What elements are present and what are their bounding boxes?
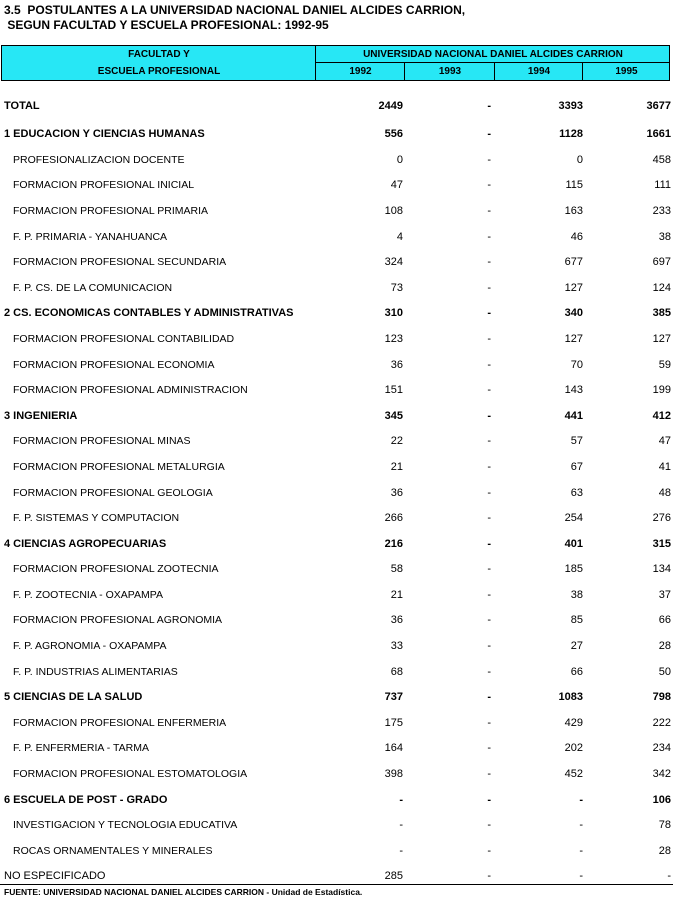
cell-1992: 164 xyxy=(384,742,403,754)
cell-1992: 22 xyxy=(390,435,403,447)
cell-1992: 398 xyxy=(384,768,403,780)
cell-1995: 412 xyxy=(652,410,671,422)
table-row xyxy=(0,356,673,374)
header-label-line-2: ESCUELA PROFESIONAL xyxy=(97,66,221,77)
cell-1994: - xyxy=(579,845,583,857)
cell-1995: 38 xyxy=(658,231,671,243)
cell-1994: 67 xyxy=(570,461,583,473)
cell-1992: 108 xyxy=(384,205,403,217)
header-year-1994: 1994 xyxy=(527,66,551,77)
source-footnote: FUENTE: UNIVERSIDAD NACIONAL DANIEL ALCIDES CARRION - Unidad de Estadística. xyxy=(4,887,363,897)
table-row xyxy=(0,739,673,757)
table-row xyxy=(0,816,673,834)
cell-1995: 276 xyxy=(652,512,671,524)
cell-1995: 41 xyxy=(658,461,671,473)
header-year-1995: 1995 xyxy=(615,66,638,77)
row-label: ROCAS ORNAMENTALES Y MINERALES xyxy=(13,845,213,857)
table-row xyxy=(0,458,673,476)
cell-1994: 0 xyxy=(576,154,583,166)
table-row xyxy=(0,560,673,578)
header-divider xyxy=(582,62,583,80)
cell-1995: 3677 xyxy=(646,100,671,112)
cell-1993: - xyxy=(487,717,491,729)
cell-1994: 1128 xyxy=(559,128,583,140)
cell-1992: 36 xyxy=(390,614,403,626)
row-label: FORMACION PROFESIONAL SECUNDARIA xyxy=(13,256,227,268)
cell-1995: 59 xyxy=(658,359,671,371)
cell-1994: 143 xyxy=(564,384,583,396)
header-divider xyxy=(404,62,405,80)
cell-1994: 677 xyxy=(564,256,583,268)
cell-1992: 123 xyxy=(384,333,403,345)
cell-1995: 798 xyxy=(652,691,671,703)
cell-1995: 66 xyxy=(658,614,671,626)
row-label: F. P. ENFERMERIA - TARMA xyxy=(13,742,149,754)
table-row xyxy=(0,151,673,169)
table-row xyxy=(0,381,673,399)
cell-1994: 46 xyxy=(570,231,583,243)
cell-1994: 127 xyxy=(564,282,583,294)
cell-1993: - xyxy=(487,333,491,345)
cell-1993: - xyxy=(487,100,491,112)
cell-1994: 340 xyxy=(564,307,583,319)
cell-1992: 73 xyxy=(390,282,403,294)
table-row-group xyxy=(0,791,673,809)
cell-1993: - xyxy=(487,768,491,780)
table-row xyxy=(0,586,673,604)
cell-1995: 697 xyxy=(652,256,671,268)
cell-1995: 199 xyxy=(652,384,671,396)
cell-1993: - xyxy=(487,128,491,140)
table-row-group xyxy=(0,535,673,553)
row-label: FORMACION PROFESIONAL INICIAL xyxy=(13,179,195,191)
cell-1994: 163 xyxy=(564,205,583,217)
cell-1993: - xyxy=(487,794,491,806)
cell-1992: 4 xyxy=(396,231,403,243)
table-row xyxy=(0,509,673,527)
cell-1992: 47 xyxy=(390,179,403,191)
table-row xyxy=(0,637,673,655)
cell-1994: 115 xyxy=(565,179,583,191)
table-title-line-1: 3.5 POSTULANTES A LA UNIVERSIDAD NACIONAL DANIEL ALCIDES CARRION, xyxy=(4,3,466,17)
table-row xyxy=(0,663,673,681)
cell-1993: - xyxy=(487,256,491,268)
cell-1992: 285 xyxy=(384,870,403,882)
cell-1994: - xyxy=(579,794,583,806)
cell-1993: - xyxy=(487,563,491,575)
cell-1994: 202 xyxy=(564,742,583,754)
table-row xyxy=(0,714,673,732)
cell-1993: - xyxy=(487,512,491,524)
cell-1995: - xyxy=(667,870,671,882)
cell-1993: - xyxy=(487,614,491,626)
cell-1992: - xyxy=(399,819,403,831)
cell-1993: - xyxy=(487,691,491,703)
row-label: FORMACION PROFESIONAL CONTABILIDAD xyxy=(13,333,235,345)
row-label: FORMACION PROFESIONAL ESTOMATOLOGIA xyxy=(13,768,248,780)
cell-1993: - xyxy=(487,179,491,191)
cell-1993: - xyxy=(487,742,491,754)
cell-1995: 78 xyxy=(658,819,671,831)
cell-1992: 345 xyxy=(384,410,403,422)
row-label: FORMACION PROFESIONAL PRIMARIA xyxy=(13,205,209,217)
cell-1993: - xyxy=(487,231,491,243)
cell-1994: - xyxy=(579,870,583,882)
cell-1992: 216 xyxy=(384,538,403,550)
table-header xyxy=(1,45,670,81)
cell-1992: 21 xyxy=(390,461,403,473)
cell-1994: 63 xyxy=(570,487,583,499)
cell-1995: 222 xyxy=(652,717,671,729)
cell-1995: 124 xyxy=(652,282,671,294)
cell-1995: 342 xyxy=(652,768,671,780)
row-label: PROFESIONALIZACION DOCENTE xyxy=(13,154,185,166)
table-row xyxy=(0,842,673,860)
cell-1995: 315 xyxy=(652,538,671,550)
row-label: F. P. AGRONOMIA - OXAPAMPA xyxy=(13,640,167,652)
cell-1995: 1661 xyxy=(646,128,671,140)
row-label: F. P. CS. DE LA COMUNICACION xyxy=(13,282,173,294)
table-row-group xyxy=(0,688,673,706)
cell-1995: 106 xyxy=(652,794,671,806)
row-label: FORMACION PROFESIONAL METALURGIA xyxy=(13,461,225,473)
row-label: FORMACION PROFESIONAL ECONOMIA xyxy=(13,359,215,371)
cell-1992: 151 xyxy=(384,384,403,396)
cell-1993: - xyxy=(487,640,491,652)
cell-1993: - xyxy=(487,589,491,601)
row-label: F. P. PRIMARIA - YANAHUANCA xyxy=(13,231,168,243)
cell-1993: - xyxy=(487,154,491,166)
cell-1993: - xyxy=(487,461,491,473)
table-row xyxy=(0,765,673,783)
table-row xyxy=(0,202,673,220)
cell-1994: 38 xyxy=(570,589,583,601)
cell-1995: 385 xyxy=(652,307,671,319)
cell-1992: 21 xyxy=(390,589,403,601)
cell-1993: - xyxy=(487,845,491,857)
header-year-1992: 1992 xyxy=(349,66,372,77)
cell-1994: 452 xyxy=(564,768,583,780)
row-label: FORMACION PROFESIONAL AGRONOMIA xyxy=(13,614,223,626)
table-row xyxy=(0,176,673,194)
cell-1993: - xyxy=(487,307,491,319)
cell-1995: 234 xyxy=(652,742,671,754)
table-row xyxy=(0,228,673,246)
table-row-group xyxy=(0,97,673,115)
row-label: FORMACION PROFESIONAL MINAS xyxy=(13,435,191,447)
row-label: NO ESPECIFICADO xyxy=(4,870,106,882)
row-label: F. P. INDUSTRIAS ALIMENTARIAS xyxy=(13,666,178,678)
cell-1992: 2449 xyxy=(378,100,403,112)
row-label: TOTAL xyxy=(4,100,40,112)
table-row xyxy=(0,253,673,271)
row-label: F. P. SISTEMAS Y COMPUTACION xyxy=(13,512,180,524)
row-label: 5 CIENCIAS DE LA SALUD xyxy=(4,691,143,703)
cell-1992: 310 xyxy=(384,307,403,319)
cell-1994: 85 xyxy=(570,614,583,626)
row-label: FORMACION PROFESIONAL ZOOTECNIA xyxy=(13,563,219,575)
cell-1995: 48 xyxy=(658,487,671,499)
table-row xyxy=(0,484,673,502)
cell-1994: 429 xyxy=(564,717,583,729)
cell-1994: 1083 xyxy=(558,691,583,703)
cell-1993: - xyxy=(487,487,491,499)
table-row xyxy=(0,330,673,348)
row-label: F. P. ZOOTECNIA - OXAPAMPA xyxy=(13,589,163,601)
cell-1995: 28 xyxy=(658,640,671,652)
cell-1992: 324 xyxy=(384,256,403,268)
row-label: 2 CS. ECONOMICAS CONTABLES Y ADMINISTRATIVAS xyxy=(4,307,294,319)
cell-1992: - xyxy=(399,845,403,857)
cell-1995: 134 xyxy=(652,563,671,575)
table-title-line-2: SEGUN FACULTAD Y ESCUELA PROFESIONAL: 1992-95 xyxy=(4,18,329,32)
cell-1993: - xyxy=(487,359,491,371)
cell-1994: 401 xyxy=(564,538,583,550)
cell-1993: - xyxy=(487,410,491,422)
row-label: 1 EDUCACION Y CIENCIAS HUMANAS xyxy=(4,128,205,140)
row-label: 6 ESCUELA DE POST - GRADO xyxy=(4,794,168,806)
cell-1992: 737 xyxy=(384,691,403,703)
header-label-line-1: FACULTAD Y xyxy=(128,49,190,60)
cell-1992: 556 xyxy=(384,128,403,140)
table-row-group xyxy=(0,407,673,425)
cell-1995: 28 xyxy=(658,845,671,857)
cell-1994: 185 xyxy=(564,563,583,575)
header-year-1993: 1993 xyxy=(438,66,462,77)
cell-1994: 441 xyxy=(564,410,583,422)
cell-1992: 33 xyxy=(390,640,403,652)
cell-1992: - xyxy=(399,794,403,806)
cell-1993: - xyxy=(487,435,491,447)
cell-1992: 36 xyxy=(390,487,403,499)
table-row-group xyxy=(0,304,673,322)
cell-1995: 458 xyxy=(652,154,671,166)
cell-1993: - xyxy=(487,819,491,831)
cell-1993: - xyxy=(487,538,491,550)
table-row xyxy=(0,611,673,629)
cell-1995: 233 xyxy=(652,205,671,217)
cell-1994: 27 xyxy=(570,640,583,652)
cell-1995: 47 xyxy=(658,435,671,447)
cell-1995: 127 xyxy=(652,333,671,345)
cell-1993: - xyxy=(487,384,491,396)
cell-1994: 127 xyxy=(564,333,583,345)
header-group-title: UNIVERSIDAD NACIONAL DANIEL ALCIDES CARRION xyxy=(363,49,623,60)
row-label: INVESTIGACION Y TECNOLOGIA EDUCATIVA xyxy=(13,819,238,831)
cell-1993: - xyxy=(487,870,491,882)
cell-1994: 57 xyxy=(570,435,583,447)
cell-1994: 3393 xyxy=(558,100,583,112)
table-row xyxy=(0,867,673,885)
cell-1995: 111 xyxy=(654,179,671,191)
cell-1994: 254 xyxy=(564,512,583,524)
cell-1995: 37 xyxy=(658,589,671,601)
header-divider xyxy=(494,62,495,80)
cell-1992: 266 xyxy=(384,512,403,524)
cell-1993: - xyxy=(487,666,491,678)
row-label: FORMACION PROFESIONAL GEOLOGIA xyxy=(13,487,213,499)
cell-1992: 68 xyxy=(390,666,403,678)
header-divider xyxy=(315,62,670,63)
cell-1992: 58 xyxy=(390,563,403,575)
row-label: 3 INGENIERIA xyxy=(4,410,78,422)
cell-1995: 50 xyxy=(658,666,671,678)
cell-1993: - xyxy=(487,282,491,294)
row-label: FORMACION PROFESIONAL ENFERMERIA xyxy=(13,717,227,729)
cell-1994: 70 xyxy=(570,359,583,371)
cell-1992: 0 xyxy=(396,154,403,166)
cell-1994: 66 xyxy=(570,666,583,678)
cell-1993: - xyxy=(487,205,491,217)
header-divider xyxy=(315,46,316,80)
row-label: FORMACION PROFESIONAL ADMINISTRACION xyxy=(13,384,248,396)
table-row-group xyxy=(0,125,673,143)
table-row xyxy=(0,279,673,297)
cell-1994: - xyxy=(579,819,583,831)
table-row xyxy=(0,432,673,450)
table-bottom-rule xyxy=(0,884,673,885)
cell-1992: 36 xyxy=(390,359,403,371)
row-label: 4 CIENCIAS AGROPECUARIAS xyxy=(4,538,167,550)
cell-1992: 175 xyxy=(384,717,403,729)
